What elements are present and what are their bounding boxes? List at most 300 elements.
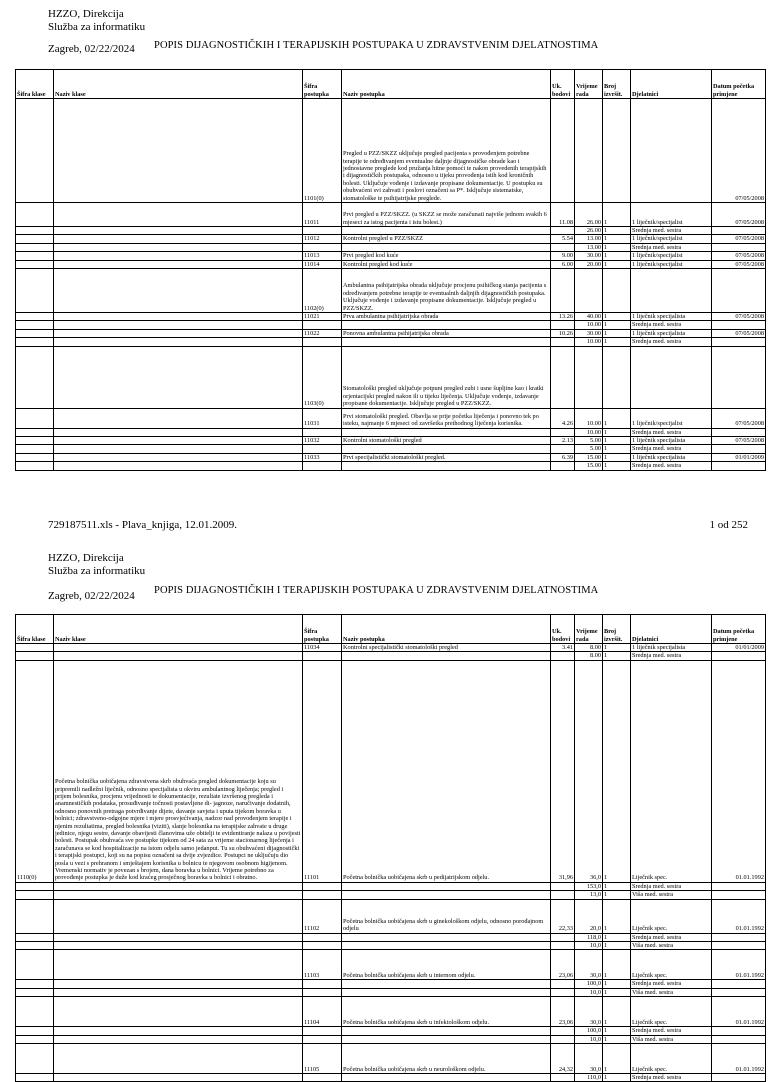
cell-broj-izvrs: 1 [603, 1027, 631, 1035]
cell-naziv-postupka [342, 933, 551, 941]
cell-vrijeme-rada: 40.00 [575, 313, 603, 321]
cell-datum [712, 338, 766, 346]
table-row [16, 980, 766, 988]
col-uk-bodovi: Uk. bodovi [551, 615, 575, 644]
cell-djelatnici: 1 liječnik specijalista [631, 437, 712, 445]
cell-sifra-postupka [303, 1027, 342, 1035]
cell-djelatnici: 1 liječnik/specijalist [631, 408, 712, 428]
cell-uk-bodovi [551, 428, 575, 436]
cell-djelatnici: 1 liječnik specijalista [631, 644, 712, 652]
cell-sifra-postupka: 1101(0) [303, 99, 342, 203]
cell-naziv-klase [54, 1044, 303, 1074]
document-title: POPIS DIJAGNOSTIČKIH I TERAPIJSKIH POSTUPAKA U ZDRAVSTVENIM DJELATNOSTIMA [154, 40, 599, 51]
cell-djelatnici: 1 liječnik/specijalist [631, 252, 712, 260]
col-sifra-klase: Šifra klase [16, 615, 54, 644]
cell-djelatnici: 1 liječnik specijalista [631, 453, 712, 461]
cell-datum: 01.01.1992 [712, 1044, 766, 1074]
cell-sifra-postupka [303, 933, 342, 941]
cell-djelatnici: Srednja med. sestra [631, 338, 712, 346]
cell-sifra-postupka: 11105 [303, 1044, 342, 1074]
col-naziv-klase: Naziv klase [54, 70, 303, 99]
cell-broj-izvrs: 1 [603, 933, 631, 941]
cell-sifra-postupka: 11032 [303, 437, 342, 445]
cell-djelatnici: Liječnik spec. [631, 1044, 712, 1074]
cell-sifra-klase [16, 346, 54, 408]
cell-naziv-klase [54, 980, 303, 988]
cell-datum: 07/05/2008 [712, 252, 766, 260]
table-row [16, 346, 766, 408]
cell-broj-izvrs: 1 [603, 660, 631, 882]
cell-vrijeme-rada: 5.00 [575, 437, 603, 445]
cell-naziv-klase [54, 321, 303, 329]
cell-naziv-klase [54, 1035, 303, 1043]
cell-sifra-postupka [303, 428, 342, 436]
table-row [16, 453, 766, 461]
cell-djelatnici: Srednja med. sestra [631, 227, 712, 235]
cell-naziv-postupka: Prvi specijalistički stomatološki pregled. [342, 453, 551, 461]
cell-sifra-klase [16, 99, 54, 203]
org-name: HZZO, Direkcija [48, 8, 124, 20]
cell-djelatnici: Srednja med. sestra [631, 933, 712, 941]
cell-naziv-klase [54, 891, 303, 899]
cell-sifra-postupka: 11012 [303, 235, 342, 243]
cell-sifra-klase [16, 243, 54, 251]
cell-sifra-postupka: 11013 [303, 252, 342, 260]
cell-djelatnici [631, 99, 712, 203]
cell-vrijeme-rada: 10.00 [575, 321, 603, 329]
col-djelatnici: Djelatnici [631, 615, 712, 644]
cell-naziv-postupka [342, 428, 551, 436]
cell-vrijeme-rada: 153,0 [575, 882, 603, 890]
document-page-2 [0, 540, 768, 1082]
table-row [16, 644, 766, 652]
cell-djelatnici [631, 269, 712, 313]
cell-datum: 01.01.1992 [712, 660, 766, 882]
cell-djelatnici: Srednja med. sestra [631, 462, 712, 470]
cell-datum [712, 269, 766, 313]
cell-broj-izvrs: 1 [603, 408, 631, 428]
col-sifra-postupka: Šifra postupka [303, 615, 342, 644]
col-naziv-postupka: Naziv postupka [342, 70, 551, 99]
cell-sifra-klase: 1110(0) [16, 660, 54, 882]
cell-naziv-klase [54, 269, 303, 313]
cell-vrijeme-rada: 15.00 [575, 453, 603, 461]
cell-vrijeme-rada [575, 269, 603, 313]
cell-uk-bodovi [551, 445, 575, 453]
cell-naziv-postupka: Prva ambulantna psihijatrijska obrada [342, 313, 551, 321]
cell-sifra-postupka: 11014 [303, 260, 342, 268]
cell-datum [712, 942, 766, 950]
cell-vrijeme-rada: 30,0 [575, 950, 603, 980]
cell-naziv-klase [54, 462, 303, 470]
cell-sifra-postupka [303, 243, 342, 251]
cell-naziv-postupka [342, 1027, 551, 1035]
cell-vrijeme-rada: 100,0 [575, 980, 603, 988]
cell-djelatnici: Viša med. sestra [631, 1035, 712, 1043]
cell-naziv-postupka [342, 942, 551, 950]
cell-naziv-postupka: Kontrolni pregled kod kuće [342, 260, 551, 268]
cell-broj-izvrs: 1 [603, 462, 631, 470]
cell-vrijeme-rada: 13.00 [575, 235, 603, 243]
cell-uk-bodovi [551, 1035, 575, 1043]
cell-naziv-postupka [342, 882, 551, 890]
cell-sifra-postupka [303, 338, 342, 346]
cell-naziv-klase [54, 227, 303, 235]
table-row [16, 660, 766, 882]
cell-vrijeme-rada: 30,0 [575, 1044, 603, 1074]
cell-naziv-klase [54, 652, 303, 660]
cell-broj-izvrs: 1 [603, 1044, 631, 1074]
cell-broj-izvrs: 1 [603, 988, 631, 996]
cell-naziv-klase [54, 453, 303, 461]
procedures-table [15, 614, 766, 1082]
cell-broj-izvrs: 1 [603, 891, 631, 899]
cell-uk-bodovi: 9.00 [551, 252, 575, 260]
cell-sifra-klase [16, 950, 54, 980]
cell-naziv-postupka [342, 338, 551, 346]
cell-naziv-postupka [342, 652, 551, 660]
cell-sifra-klase [16, 313, 54, 321]
cell-vrijeme-rada: 20,0 [575, 899, 603, 933]
cell-vrijeme-rada: 20.00 [575, 260, 603, 268]
cell-sifra-klase [16, 329, 54, 337]
cell-sifra-postupka: 11031 [303, 408, 342, 428]
cell-datum: 07/05/2008 [712, 313, 766, 321]
cell-sifra-klase [16, 933, 54, 941]
table-row [16, 338, 766, 346]
cell-naziv-klase [54, 899, 303, 933]
cell-naziv-klase [54, 933, 303, 941]
cell-naziv-klase [54, 988, 303, 996]
cell-datum [712, 1035, 766, 1043]
cell-naziv-postupka: Ponovna ambulantna psihijatrijska obrada [342, 329, 551, 337]
col-naziv-klase: Naziv klase [54, 615, 303, 644]
cell-datum: 01.01.1992 [712, 950, 766, 980]
cell-naziv-postupka [342, 1074, 551, 1082]
cell-uk-bodovi [551, 338, 575, 346]
cell-sifra-klase [16, 227, 54, 235]
cell-uk-bodovi [551, 321, 575, 329]
cell-datum: 07/05/2008 [712, 203, 766, 227]
cell-uk-bodovi [551, 1074, 575, 1082]
cell-sifra-klase [16, 1074, 54, 1082]
table-row [16, 997, 766, 1027]
cell-uk-bodovi [551, 227, 575, 235]
cell-sifra-klase [16, 338, 54, 346]
cell-naziv-klase [54, 644, 303, 652]
cell-broj-izvrs: 1 [603, 652, 631, 660]
cell-vrijeme-rada: 110,0 [575, 1074, 603, 1082]
cell-datum [712, 243, 766, 251]
cell-sifra-klase [16, 899, 54, 933]
cell-broj-izvrs: 1 [603, 321, 631, 329]
cell-vrijeme-rada: 10,0 [575, 942, 603, 950]
cell-broj-izvrs [603, 346, 631, 408]
cell-sifra-klase [16, 260, 54, 268]
cell-datum [712, 227, 766, 235]
cell-datum: 07/05/2008 [712, 437, 766, 445]
table-row [16, 227, 766, 235]
cell-vrijeme-rada: 10,0 [575, 988, 603, 996]
cell-broj-izvrs: 1 [603, 329, 631, 337]
cell-vrijeme-rada: 15.00 [575, 462, 603, 470]
table-row [16, 445, 766, 453]
cell-djelatnici: Srednja med. sestra [631, 445, 712, 453]
cell-naziv-klase [54, 1027, 303, 1035]
cell-djelatnici: Liječnik spec. [631, 660, 712, 882]
cell-vrijeme-rada: 5.00 [575, 445, 603, 453]
col-datum: Datum početka primjene [712, 70, 766, 99]
cell-sifra-klase [16, 997, 54, 1027]
cell-sifra-postupka [303, 942, 342, 950]
table-row [16, 652, 766, 660]
cell-datum [712, 1074, 766, 1082]
cell-vrijeme-rada: 8.00 [575, 644, 603, 652]
cell-broj-izvrs: 1 [603, 950, 631, 980]
cell-naziv-postupka [342, 321, 551, 329]
cell-datum [712, 346, 766, 408]
cell-sifra-postupka: 11033 [303, 453, 342, 461]
table-header-row [16, 615, 766, 644]
cell-naziv-postupka: Ambulantna psihijatrijska obrada uključuje procjenu psihičkog stanja pacijenta s određivanjem potrebne terapije te eventualnih daljnjih dijagnostičkih postupaka. Uključuje vođenje i izdavanje propisane dokumentacije. Isključuje pregled u PZZ/SKZZ. [342, 269, 551, 313]
cell-broj-izvrs: 1 [603, 243, 631, 251]
cell-uk-bodovi [551, 891, 575, 899]
cell-uk-bodovi: 6.39 [551, 453, 575, 461]
cell-naziv-klase [54, 882, 303, 890]
cell-uk-bodovi [551, 652, 575, 660]
org-name: HZZO, Direkcija [48, 552, 124, 564]
table-row [16, 1044, 766, 1074]
cell-uk-bodovi [551, 1027, 575, 1035]
cell-sifra-klase [16, 980, 54, 988]
cell-naziv-klase [54, 338, 303, 346]
cell-vrijeme-rada: 30.00 [575, 252, 603, 260]
table-row [16, 313, 766, 321]
department-name: Služba za informatiku [48, 21, 146, 33]
cell-sifra-postupka: 11101 [303, 660, 342, 882]
cell-uk-bodovi [551, 346, 575, 408]
cell-djelatnici: Srednja med. sestra [631, 243, 712, 251]
cell-datum [712, 988, 766, 996]
cell-sifra-postupka: 1102(0) [303, 269, 342, 313]
table-row [16, 99, 766, 203]
cell-naziv-klase [54, 313, 303, 321]
cell-vrijeme-rada: 30,0 [575, 997, 603, 1027]
cell-datum: 07/05/2008 [712, 260, 766, 268]
col-datum: Datum početka primjene [712, 615, 766, 644]
cell-naziv-klase [54, 243, 303, 251]
cell-uk-bodovi: 5.54 [551, 235, 575, 243]
cell-naziv-klase [54, 235, 303, 243]
cell-vrijeme-rada: 8.00 [575, 652, 603, 660]
cell-naziv-klase [54, 428, 303, 436]
cell-naziv-postupka: Početna bolnička uobičajena skrb u internom odjelu. [342, 950, 551, 980]
cell-broj-izvrs: 1 [603, 252, 631, 260]
cell-naziv-postupka: Kontrolni stomatološki pregled [342, 437, 551, 445]
cell-sifra-postupka [303, 227, 342, 235]
cell-vrijeme-rada: 30.00 [575, 329, 603, 337]
cell-naziv-postupka [342, 227, 551, 235]
cell-datum: 07/05/2008 [712, 408, 766, 428]
table-row [16, 321, 766, 329]
cell-vrijeme-rada: 118,0 [575, 933, 603, 941]
cell-vrijeme-rada: 26.00 [575, 227, 603, 235]
cell-uk-bodovi [551, 243, 575, 251]
cell-sifra-klase [16, 252, 54, 260]
cell-vrijeme-rada: 10.00 [575, 428, 603, 436]
col-naziv-postupka: Naziv postupka [342, 615, 551, 644]
cell-uk-bodovi: 22,33 [551, 899, 575, 933]
table-row [16, 899, 766, 933]
cell-uk-bodovi [551, 933, 575, 941]
col-djelatnici: Djelatnici [631, 70, 712, 99]
cell-djelatnici: Srednja med. sestra [631, 428, 712, 436]
cell-djelatnici: Srednja med. sestra [631, 1074, 712, 1082]
cell-datum: 07/05/2008 [712, 235, 766, 243]
cell-naziv-klase [54, 99, 303, 203]
cell-djelatnici: Liječnik spec. [631, 950, 712, 980]
col-broj-izvrs: Broj izvršit. [603, 70, 631, 99]
cell-naziv-klase [54, 260, 303, 268]
cell-naziv-postupka [342, 980, 551, 988]
table-row [16, 950, 766, 980]
cell-datum [712, 428, 766, 436]
cell-naziv-postupka [342, 445, 551, 453]
cell-broj-izvrs: 1 [603, 445, 631, 453]
cell-sifra-postupka [303, 321, 342, 329]
cell-uk-bodovi: 11.08 [551, 203, 575, 227]
cell-broj-izvrs: 1 [603, 260, 631, 268]
cell-sifra-klase [16, 1044, 54, 1074]
cell-djelatnici: 1 liječnik/specijalist [631, 235, 712, 243]
table-header-row [16, 70, 766, 99]
cell-datum [712, 652, 766, 660]
cell-sifra-postupka: 11021 [303, 313, 342, 321]
table-row [16, 933, 766, 941]
cell-djelatnici: Srednja med. sestra [631, 1027, 712, 1035]
cell-datum [712, 933, 766, 941]
table-row [16, 269, 766, 313]
table-row [16, 252, 766, 260]
col-sifra-postupka: Šifra postupka [303, 70, 342, 99]
table-row [16, 1027, 766, 1035]
department-name: Služba za informatiku [48, 565, 146, 577]
cell-uk-bodovi: 24,32 [551, 1044, 575, 1074]
cell-broj-izvrs: 1 [603, 899, 631, 933]
cell-sifra-postupka: 11034 [303, 644, 342, 652]
cell-sifra-postupka [303, 882, 342, 890]
cell-naziv-postupka: Prvi stomatološki pregled. Obavlja se prije početka liječenja i ponovno tek po isteku, najmanje 6 mjeseci od završetka prethodnog liječenja korisnika. [342, 408, 551, 428]
cell-uk-bodovi: 4.26 [551, 408, 575, 428]
cell-sifra-postupka [303, 891, 342, 899]
col-broj-izvrs: Broj izvršit. [603, 615, 631, 644]
cell-naziv-klase [54, 203, 303, 227]
cell-datum [712, 445, 766, 453]
cell-sifra-klase [16, 321, 54, 329]
cell-djelatnici: Viša med. sestra [631, 942, 712, 950]
cell-uk-bodovi [551, 99, 575, 203]
cell-broj-izvrs: 1 [603, 644, 631, 652]
table-row [16, 942, 766, 950]
cell-naziv-postupka: Početna bolnička uobičajena skrb u ginekološkom odjelu, odnosno porođajnom odjelu [342, 899, 551, 933]
cell-uk-bodovi: 3.41 [551, 644, 575, 652]
col-sifra-klase: Šifra klase [16, 70, 54, 99]
cell-broj-izvrs: 1 [603, 942, 631, 950]
cell-sifra-klase [16, 1035, 54, 1043]
cell-djelatnici [631, 346, 712, 408]
cell-naziv-klase [54, 997, 303, 1027]
place-date: Zagreb, 02/22/2024 [48, 43, 135, 55]
cell-broj-izvrs: 1 [603, 1035, 631, 1043]
cell-naziv-postupka: Početna bolnička uobičajena skrb u pedijatrijskom odjelu. [342, 660, 551, 882]
cell-sifra-klase [16, 437, 54, 445]
cell-naziv-klase [54, 950, 303, 980]
cell-sifra-klase [16, 269, 54, 313]
cell-naziv-postupka: Prvi pregled kod kuće [342, 252, 551, 260]
cell-datum [712, 882, 766, 890]
cell-naziv-postupka: Kontrolni specijalistički stomatološki pregled [342, 644, 551, 652]
table-row [16, 260, 766, 268]
cell-sifra-klase [16, 428, 54, 436]
cell-vrijeme-rada [575, 346, 603, 408]
cell-vrijeme-rada: 10.00 [575, 408, 603, 428]
cell-naziv-postupka [342, 988, 551, 996]
table-row [16, 428, 766, 436]
cell-vrijeme-rada: 36,0 [575, 660, 603, 882]
cell-djelatnici: 1 liječnik specijalista [631, 329, 712, 337]
table-row [16, 203, 766, 227]
cell-naziv-klase [54, 408, 303, 428]
cell-broj-izvrs: 1 [603, 428, 631, 436]
cell-sifra-klase [16, 891, 54, 899]
cell-uk-bodovi: 10.26 [551, 329, 575, 337]
footer-page-number: 1 od 252 [709, 519, 748, 531]
cell-djelatnici: Srednja med. sestra [631, 321, 712, 329]
cell-sifra-postupka: 11102 [303, 899, 342, 933]
cell-broj-izvrs: 1 [603, 227, 631, 235]
cell-uk-bodovi [551, 269, 575, 313]
cell-datum: 01.01.1992 [712, 899, 766, 933]
cell-sifra-postupka: 1103(0) [303, 346, 342, 408]
table-row [16, 235, 766, 243]
cell-sifra-klase [16, 1027, 54, 1035]
table-row [16, 988, 766, 996]
cell-uk-bodovi [551, 942, 575, 950]
cell-broj-izvrs: 1 [603, 313, 631, 321]
cell-djelatnici: 1 liječnik specijalista [631, 313, 712, 321]
cell-naziv-postupka [342, 891, 551, 899]
cell-sifra-klase [16, 462, 54, 470]
cell-vrijeme-rada [575, 99, 603, 203]
cell-naziv-klase [54, 942, 303, 950]
cell-broj-izvrs: 1 [603, 980, 631, 988]
cell-uk-bodovi: 13.26 [551, 313, 575, 321]
cell-sifra-klase [16, 453, 54, 461]
cell-vrijeme-rada: 10.00 [575, 338, 603, 346]
cell-datum [712, 1027, 766, 1035]
cell-datum [712, 321, 766, 329]
col-uk-bodovi: Uk. bodovi [551, 70, 575, 99]
cell-djelatnici: Liječnik spec. [631, 997, 712, 1027]
procedures-table [15, 69, 766, 471]
cell-broj-izvrs [603, 99, 631, 203]
cell-datum [712, 891, 766, 899]
table-row [16, 329, 766, 337]
cell-uk-bodovi [551, 882, 575, 890]
cell-naziv-klase [54, 437, 303, 445]
table-row [16, 891, 766, 899]
cell-djelatnici: Srednja med. sestra [631, 882, 712, 890]
